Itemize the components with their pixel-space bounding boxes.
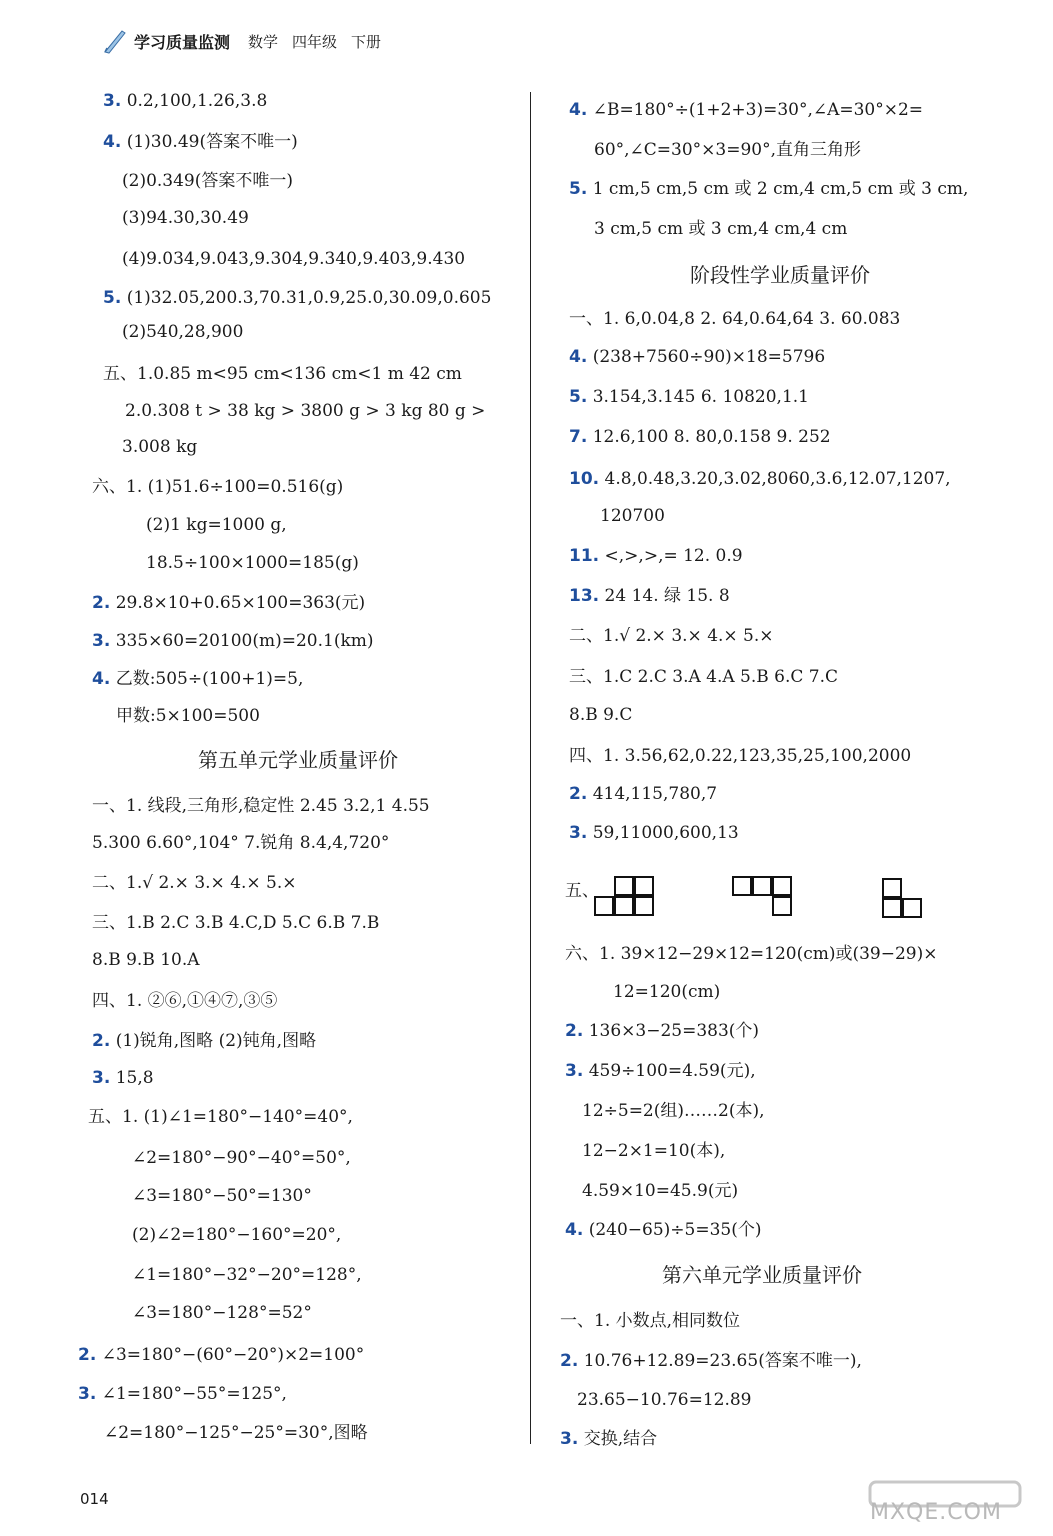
answer-line: 12÷5=2(组)……2(本), [582, 1101, 765, 1121]
section-title-unit6: 第六单元学业质量评价 [662, 1263, 862, 1287]
answer-line: 4. (1)30.49(答案不唯一) [103, 132, 298, 152]
book-title: 学习质量监测 [134, 32, 231, 52]
answer-line: 7. 12.6,100 8. 80,0.158 9. 252 [569, 427, 831, 447]
answer-line: 8.B 9.B 10.A [92, 950, 200, 970]
answer-line: 2. (1)锐角,图略 (2)钝角,图略 [92, 1031, 317, 1051]
answer-line: ∠2=180°−90°−40°=50°, [132, 1148, 351, 1168]
answer-line: 一、1. 6,0.04,8 2. 64,0.64,64 3. 60.083 [569, 309, 901, 329]
answer-line: 8.B 9.C [569, 705, 633, 725]
answer-line: ∠1=180°−32°−20°=128°, [132, 1265, 362, 1285]
answer-line: 4. ∠B=180°÷(1+2+3)=30°,∠A=30°×2= [569, 100, 924, 120]
answer-line: 四、1. 3.56,62,0.22,123,35,25,100,2000 [569, 746, 912, 766]
answer-line: 3. 335×60=20100(m)=20.1(km) [92, 631, 374, 651]
answer-line: 2. 414,115,780,7 [569, 784, 718, 804]
section-title-stage: 阶段性学业质量评价 [690, 263, 870, 287]
volume-label: 下册 [351, 32, 382, 51]
answer-line: 12=120(cm) [613, 982, 721, 1002]
answer-line: 一、1. 线段,三角形,稳定性 2.45 3.2,1 4.55 [92, 796, 430, 816]
answer-line: 五、 [565, 881, 599, 901]
answer-line: 5.300 6.60°,104° 7.锐角 8.4,4,720° [92, 833, 390, 853]
answer-line: 5. 1 cm,5 cm,5 cm 或 2 cm,4 cm,5 cm 或 3 cm, [569, 179, 969, 199]
answer-line: 60°,∠C=30°×3=90°,直角三角形 [594, 140, 862, 160]
answer-line: 2. 29.8×10+0.65×100=363(元) [92, 593, 366, 613]
answer-line: 11. <,>,>,= 12. 0.9 [569, 546, 743, 566]
page-header [102, 26, 395, 56]
answer-line: 3. 交换,结合 [560, 1429, 658, 1449]
answer-line: (3)94.30,30.49 [122, 208, 249, 228]
answer-line: 2.0.308 t > 38 kg > 3800 g > 3 kg 80 g > [125, 401, 486, 421]
answer-line: 4.59×10=45.9(元) [582, 1181, 739, 1201]
watermark-text: MXQE.COM [870, 1500, 1002, 1525]
answer-line: 13. 24 14. 绿 15. 8 [569, 586, 730, 606]
answer-line: 5. 3.154,3.145 6. 10820,1.1 [569, 387, 809, 407]
answer-line: 3. ∠1=180°−55°=125°, [78, 1384, 287, 1404]
answer-line: 二、1.√ 2.× 3.× 4.× 5.× [569, 626, 774, 646]
answer-line: 4. (238+7560÷90)×18=5796 [569, 347, 826, 367]
answer-line: 2. ∠3=180°−(60°−20°)×2=100° [78, 1345, 365, 1365]
answer-line: 六、1. 39×12−29×12=120(cm)或(39−29)× [565, 944, 938, 964]
answer-line: 甲数:5×100=500 [116, 706, 260, 726]
answer-line: 二、1.√ 2.× 3.× 4.× 5.× [92, 873, 297, 893]
answer-line: (2)540,28,900 [122, 322, 244, 342]
answer-line: 3. 0.2,100,1.26,3.8 [103, 91, 268, 111]
answer-line: 五、1.0.85 m<95 cm<136 cm<1 m 42 cm [103, 364, 462, 384]
answer-line: (2)1 kg=1000 g, [146, 515, 287, 535]
answer-line: 三、1.C 2.C 3.A 4.A 5.B 6.C 7.C [569, 667, 839, 687]
answer-line: 2. 10.76+12.89=23.65(答案不唯一), [560, 1351, 862, 1371]
answer-line: 120700 [600, 506, 665, 526]
answer-line: 3.008 kg [122, 437, 198, 457]
answer-line: (2)0.349(答案不唯一) [122, 171, 294, 191]
grade-label: 四年级 [292, 32, 338, 51]
answer-line: ∠2=180°−125°−25°=30°,图略 [104, 1423, 368, 1443]
answer-line: 12−2×1=10(本), [582, 1141, 726, 1161]
answer-line: 3 cm,5 cm 或 3 cm,4 cm,4 cm [594, 219, 848, 239]
section-title-unit5: 第五单元学业质量评价 [198, 748, 398, 772]
answer-line: 六、1. (1)51.6÷100=0.516(g) [92, 477, 344, 497]
pen-icon [102, 28, 128, 54]
answer-line: 23.65−10.76=12.89 [577, 1390, 752, 1410]
page-number: 014 [80, 1490, 109, 1508]
answer-line: 5. (1)32.05,200.3,70.31,0.9,25.0,30.09,0.605 [103, 288, 492, 308]
answer-line: 18.5÷100×1000=185(g) [146, 553, 359, 573]
answer-line: 4. 乙数:505÷(100+1)=5, [92, 669, 304, 689]
answer-line: (2)∠2=180°−160°=20°, [132, 1225, 342, 1245]
answer-line: 四、1. ②⑥,①④⑦,③⑤ [92, 991, 278, 1011]
answer-line: 2. 136×3−25=383(个) [565, 1021, 760, 1041]
answer-line: 三、1.B 2.C 3.B 4.C,D 5.C 6.B 7.B [92, 913, 380, 933]
answer-line: 4. (240−65)÷5=35(个) [565, 1220, 762, 1240]
answer-line: ∠3=180°−50°=130° [132, 1186, 312, 1206]
answer-line: 3. 59,11000,600,13 [569, 823, 739, 843]
answer-line: ∠3=180°−128°=52° [132, 1303, 312, 1323]
answer-line: 五、1. (1)∠1=180°−140°=40°, [88, 1107, 353, 1127]
answer-line: 3. 459÷100=4.59(元), [565, 1061, 756, 1081]
answer-line: 10. 4.8,0.48,3.20,3.02,8060,3.6,12.07,1207, [569, 469, 951, 489]
answer-line: (4)9.034,9.043,9.304,9.340,9.403,9.430 [122, 249, 466, 269]
column-divider [530, 92, 531, 1444]
answer-line: 3. 15,8 [92, 1068, 154, 1088]
answer-line: 一、1. 小数点,相同数位 [560, 1311, 741, 1331]
subject-label: 数学 [248, 32, 279, 51]
